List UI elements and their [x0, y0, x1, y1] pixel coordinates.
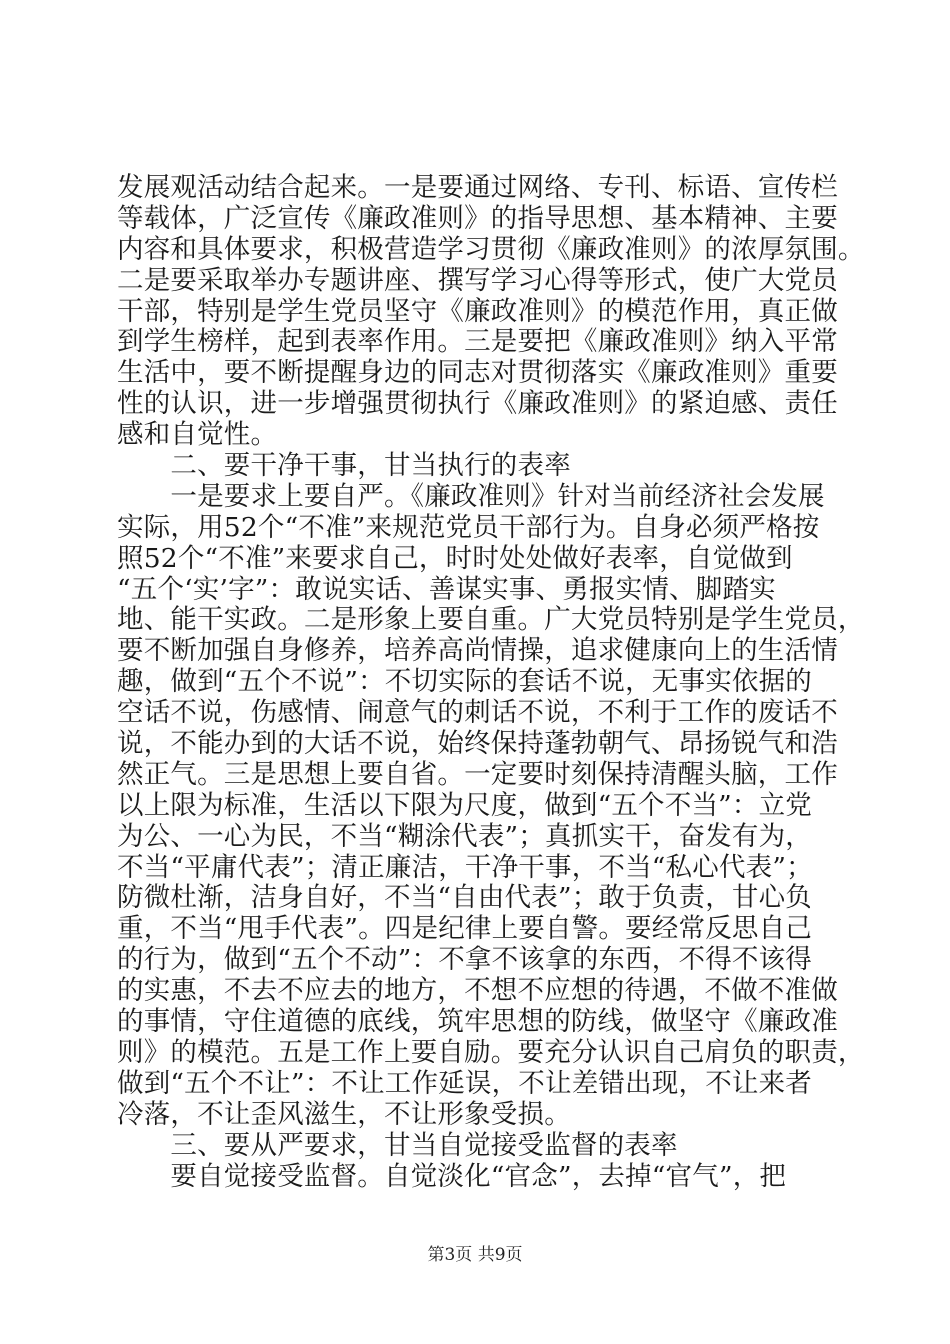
- text-line: 内容和具体要求，积极营造学习贯彻《廉政准则》的浓厚氛围。: [117, 233, 865, 265]
- text-line: 性的认识，进一步增强贯彻执行《廉政准则》的紧迫感、责任: [117, 388, 838, 420]
- text-line: 以上限为标准，生活以下限为尺度，做到“五个不当”：立党: [117, 789, 812, 821]
- text-line: 实际，用52个“不准”来规范党员干部行为。自身必须严格按: [117, 511, 820, 543]
- page-number-footer: 第3页 共9页: [427, 1245, 523, 1265]
- text-line: 干部，特别是学生党员坚守《廉政准则》的模范作用，真正做: [117, 295, 838, 327]
- text-line: 的事情，守住道德的底线，筑牢思想的防线，做坚守《廉政准: [117, 1006, 838, 1038]
- text-line: 发展观活动结合起来。一是要通过网络、专刊、标语、宣传栏: [117, 172, 838, 203]
- text-line: 为公、一心为民，不当“糊涂代表”；真抓实干，奋发有为，: [117, 820, 812, 852]
- text-line: 不当“平庸代表”；清正廉洁，干净干事，不当“私心代表”；: [117, 851, 813, 883]
- document-body: [117, 172, 865, 1192]
- text-line: 做到“五个不让”：不让工作延误，不让差错出现，不让来者: [117, 1067, 812, 1099]
- text-line: 趣，做到“五个不说”：不切实际的套话不说，无事实依据的: [117, 666, 812, 698]
- text-line: 的行为，做到“五个不动”：不拿不该拿的东西，不得不该得: [117, 944, 812, 976]
- text-line: 要自觉接受监督。自觉淡化“官念”，去掉“官气”，把: [117, 1160, 787, 1192]
- text-line: 等载体，广泛宣传《廉政准则》的指导思想、基本精神、主要: [117, 202, 838, 234]
- text-line: 冷落，不让歪风滋生，不让形象受损。: [117, 1098, 571, 1130]
- section-heading: 三、要从严要求，甘当自觉接受监督的表率: [117, 1129, 678, 1161]
- text-line: 地、能干实政。二是形象上要自重。广大党员特别是学生党员，: [117, 604, 865, 636]
- text-line: 空话不说，伤感情、闹意气的刺话不说，不利于工作的废话不: [117, 697, 838, 729]
- text-line: 说，不能办到的大话不说，始终保持蓬勃朝气、昂扬锐气和浩: [117, 728, 838, 760]
- text-line: 照52个“不准”来要求自己，时时处处做好表率，自觉做到: [117, 542, 793, 574]
- text-line: 则》的模范。五是工作上要自励。要充分认识自己肩负的职责，: [117, 1036, 865, 1068]
- text-line: 重，不当“甩手代表”。四是纪律上要自警。要经常反思自己: [117, 913, 812, 945]
- text-line: 生活中，要不断提醒身边的同志对贯彻落实《廉政准则》重要: [117, 357, 838, 389]
- text-line: 感和自觉性。: [117, 419, 278, 451]
- text-line: 然正气。三是思想上要自省。一定要时刻保持清醒头脑，工作: [117, 758, 838, 790]
- text-line: 要不断加强自身修养，培养高尚情操，追求健康向上的生活情: [117, 635, 838, 667]
- text-line: “五个‘实’字”：敢说实话、善谋实事、勇报实情、脚踏实: [117, 573, 776, 605]
- text-line: 二是要采取举办专题讲座、撰写学习心得等形式，使广大党员: [117, 264, 838, 296]
- section-heading: 二、要干净干事，甘当执行的表率: [117, 450, 571, 482]
- text-line: 一是要求上要自严。《廉政准则》针对当前经济社会发展: [117, 480, 825, 512]
- text-line: 到学生榜样，起到表率作用。三是要把《廉政准则》纳入平常: [117, 326, 838, 358]
- text-line: 的实惠，不去不应去的地方，不想不应想的待遇，不做不准做: [117, 975, 838, 1007]
- text-line: 防微杜渐，洁身自好，不当“自由代表”；敢于负责，甘心负: [117, 882, 812, 914]
